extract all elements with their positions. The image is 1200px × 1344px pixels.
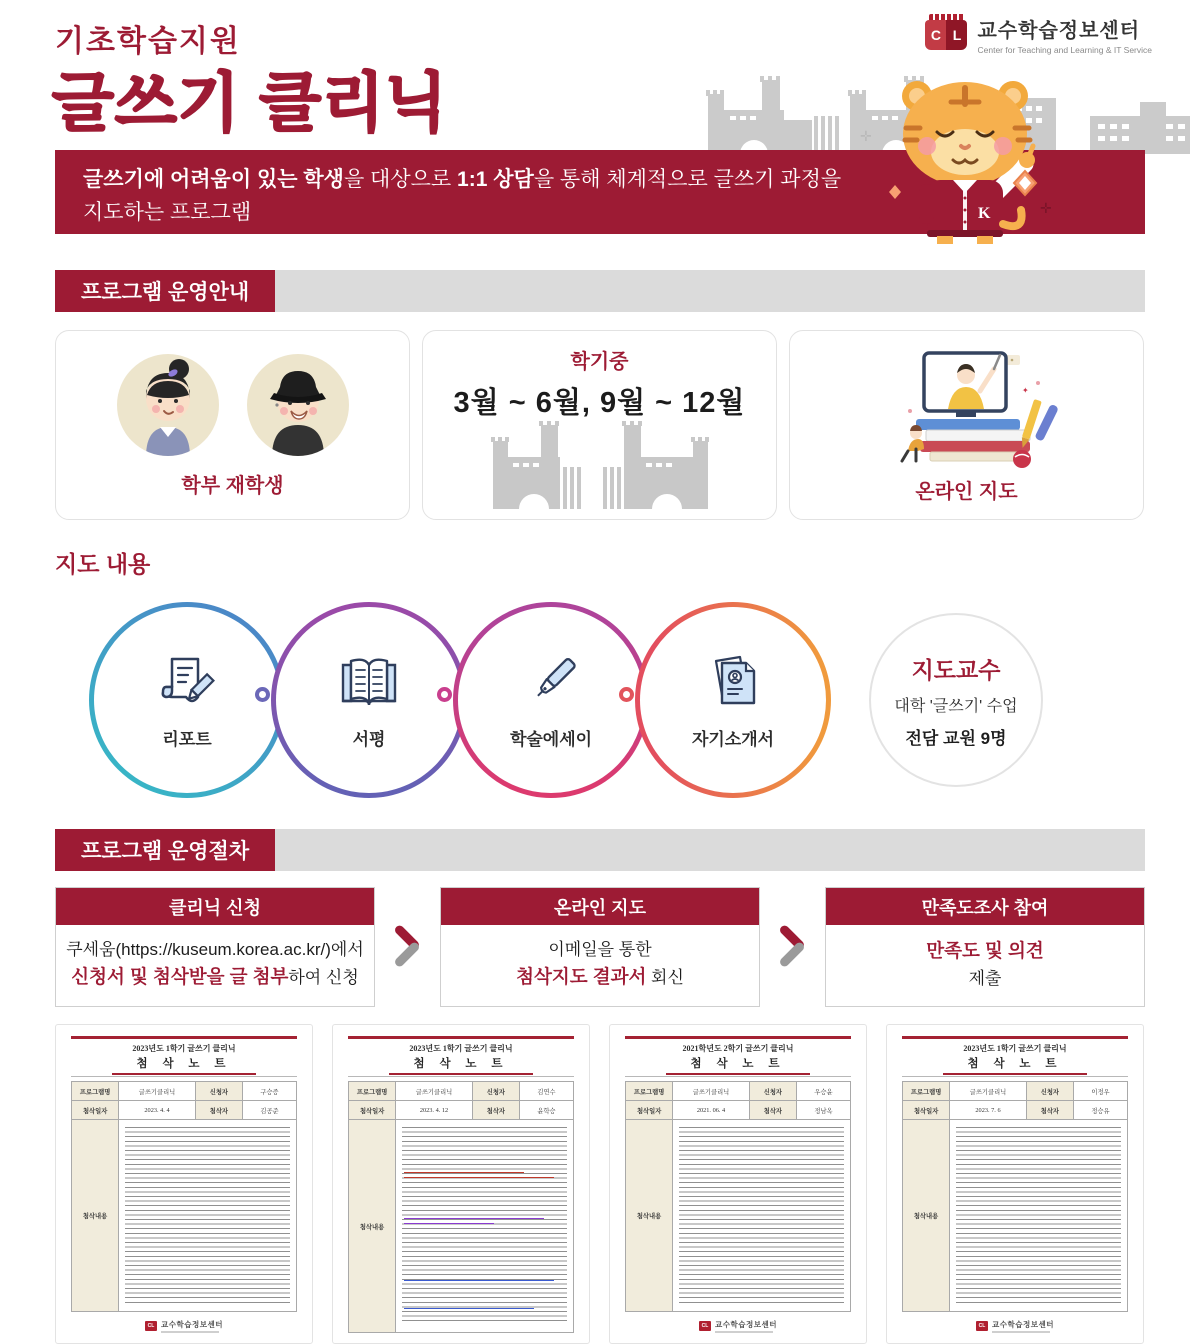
step1-title: 클리닉 신청 [56, 888, 374, 925]
doc3-info-table: 프로그램명 글쓰기클리닉 신청자 우승윤 첨삭일자 2021. 06. 4 첨삭자 정남옥 [625, 1081, 851, 1120]
section-title-guidance: 지도 내용 [55, 551, 151, 577]
open-book-icon [337, 651, 401, 713]
report-icon [156, 651, 218, 713]
doc3-content: 첨삭내용 [625, 1120, 851, 1312]
program-info-cards [55, 330, 1145, 520]
step2-title: 온라인 지도 [441, 888, 759, 925]
mascot-jacket-letter: K [978, 205, 991, 222]
header [0, 0, 1200, 270]
logo-letter-c: C [925, 20, 946, 50]
step3-emphasis: 만족도 및 의견 [926, 940, 1044, 961]
doc3-title: 첨 삭 노 트 [625, 1055, 851, 1075]
step-clinic-application [55, 887, 375, 1007]
chevron-arrow-icon [760, 917, 825, 977]
male-student-avatar [246, 353, 350, 457]
circle-connector-dot [619, 687, 634, 702]
section-bar-procedure [55, 829, 1145, 871]
step3-line2: 제출 [968, 968, 1002, 988]
cl-book-icon [925, 14, 969, 54]
banner-reg-2: 을 통해 체계적으로 글쓰기 과정을 [533, 168, 842, 191]
step2-line1: 이메일을 통한 [548, 940, 652, 959]
kuseum-url[interactable]: 쿠세움(https://kuseum.korea.ac.kr/)에서 [66, 940, 364, 959]
card-target-students [55, 330, 410, 520]
svg-text:✦: ✦ [1021, 385, 1029, 395]
procedure-steps [55, 887, 1145, 1007]
doc4-info-table: 프로그램명 글쓰기클리닉 신청자 이정우 첨삭일자 2023. 7. 6 첨삭자 정승유 [902, 1081, 1128, 1120]
sparkle-diamond-small-icon [888, 185, 902, 199]
doc1-footer-logo: CL 교수학습정보센터 [71, 1319, 297, 1333]
section-title-program-info: 프로그램 운영안내 [55, 270, 275, 312]
profile-document-icon [702, 651, 764, 713]
doc1-term: 2023년도 1학기 글쓰기 클리닉 [132, 1044, 236, 1054]
card-semester-period [422, 330, 777, 520]
chevron-arrow-icon [375, 917, 440, 977]
correction-note-sample-4[interactable] [886, 1024, 1144, 1344]
correction-note-sample-1[interactable] [55, 1024, 313, 1344]
card-label-online: 온라인 지도 [915, 480, 1018, 503]
doc2-term: 2023년도 1학기 글쓰기 클리닉 [409, 1044, 513, 1054]
guidance-label-self-introduction: 자기소개서 [691, 729, 775, 749]
professor-line1: 대학 '글쓰기' 수업 [894, 697, 1018, 715]
guidance-item-report [89, 602, 285, 798]
correction-note-sample-3[interactable] [609, 1024, 867, 1344]
step1-tail: 하여 신청 [288, 968, 359, 988]
step2-tail: 회신 [646, 968, 684, 988]
doc3-term: 2021학년도 2학기 글쓰기 클리닉 [682, 1044, 794, 1054]
female-student-avatar [116, 353, 220, 457]
professor-line2: 전담 교원 9명 [905, 728, 1007, 748]
doc2-content: 첨삭내용 [348, 1120, 574, 1333]
section-title-procedure: 프로그램 운영절차 [55, 829, 275, 871]
banner-reg-1: 을 대상으로 [343, 168, 458, 191]
program-category: 기초학습지원 [55, 25, 241, 58]
card-online-guidance [789, 330, 1144, 520]
circle-connector-dot [437, 687, 452, 702]
doc2-title: 첨 삭 노 트 [348, 1055, 574, 1075]
guidance-label-book-review: 서평 [352, 729, 386, 749]
tiger-mascot [875, 72, 1060, 244]
doc1-content: 첨삭내용 [71, 1120, 297, 1312]
page-title: 글쓰기 클리닉 [52, 67, 448, 139]
guidance-item-self-introduction [635, 602, 831, 798]
step1-emphasis: 신청서 및 첨삭받을 글 첨부 [71, 966, 289, 988]
step-online-guidance [440, 887, 760, 1007]
banner-line2: 지도하는 프로그램 [83, 200, 252, 224]
guidance-professor-circle [869, 613, 1043, 787]
plus-sparkle-icon: ✛ [1040, 200, 1052, 216]
logo-name: 교수학습정보센터 [977, 20, 1141, 42]
correction-note-samples [55, 1024, 1145, 1344]
doc4-footer-logo: CL 교수학습정보센터 [902, 1319, 1128, 1333]
fountain-pen-icon [520, 651, 582, 713]
step2-emphasis: 첨삭지도 결과서 [516, 966, 647, 988]
campus-gate-illustration [475, 423, 725, 509]
doc3-footer-logo: CL 교수학습정보센터 [625, 1319, 851, 1333]
ctl-logo [925, 14, 1152, 55]
doc1-title: 첨 삭 노 트 [71, 1055, 297, 1075]
step3-title: 만족도조사 참여 [826, 888, 1144, 925]
banner-bold-2: 1:1 상담 [457, 168, 534, 191]
section-bar-program-info [55, 270, 1145, 312]
doc2-info-table: 프로그램명 글쓰기클리닉 신청자 김연수 첨삭일자 2023. 4. 12 첨삭자 윤학승 [348, 1081, 574, 1120]
sparkle-diamond-icon [1012, 170, 1038, 196]
doc4-title: 첨 삭 노 트 [902, 1055, 1128, 1075]
guidance-label-academic-essay: 학술에세이 [509, 729, 593, 749]
card-label-students: 학부 재학생 [181, 474, 284, 497]
professor-title: 지도교수 [911, 656, 1001, 683]
card-label-semester: 학기중 [570, 351, 629, 373]
plus-sparkle-icon: ✛ [860, 128, 872, 144]
step-satisfaction-survey [825, 887, 1145, 1007]
doc4-content: 첨삭내용 [902, 1120, 1128, 1312]
guidance-item-academic-essay [453, 602, 649, 798]
guidance-circles [89, 597, 1145, 803]
logo-letter-l: L [946, 20, 967, 50]
student-avatars [116, 353, 350, 457]
banner-bold-1: 글쓰기에 어려움이 있는 학생 [83, 168, 344, 191]
doc1-info-table: 프로그램명 글쓰기클리닉 신청자 구승증 첨삭일자 2023. 4. 4 첨삭자 김공준 [71, 1081, 297, 1120]
correction-note-sample-2[interactable] [332, 1024, 590, 1344]
circle-connector-dot [255, 687, 270, 702]
semester-period: 3월 ~ 6월, 9월 ~ 12월 [453, 387, 746, 419]
guidance-item-book-review [271, 602, 467, 798]
guidance-label-report: 리포트 [162, 729, 212, 749]
logo-tagline: Center for Teaching and Learning & IT Service [977, 45, 1152, 55]
doc4-term: 2023년도 1학기 글쓰기 클리닉 [963, 1044, 1067, 1054]
online-teaching-illustration [872, 347, 1062, 473]
